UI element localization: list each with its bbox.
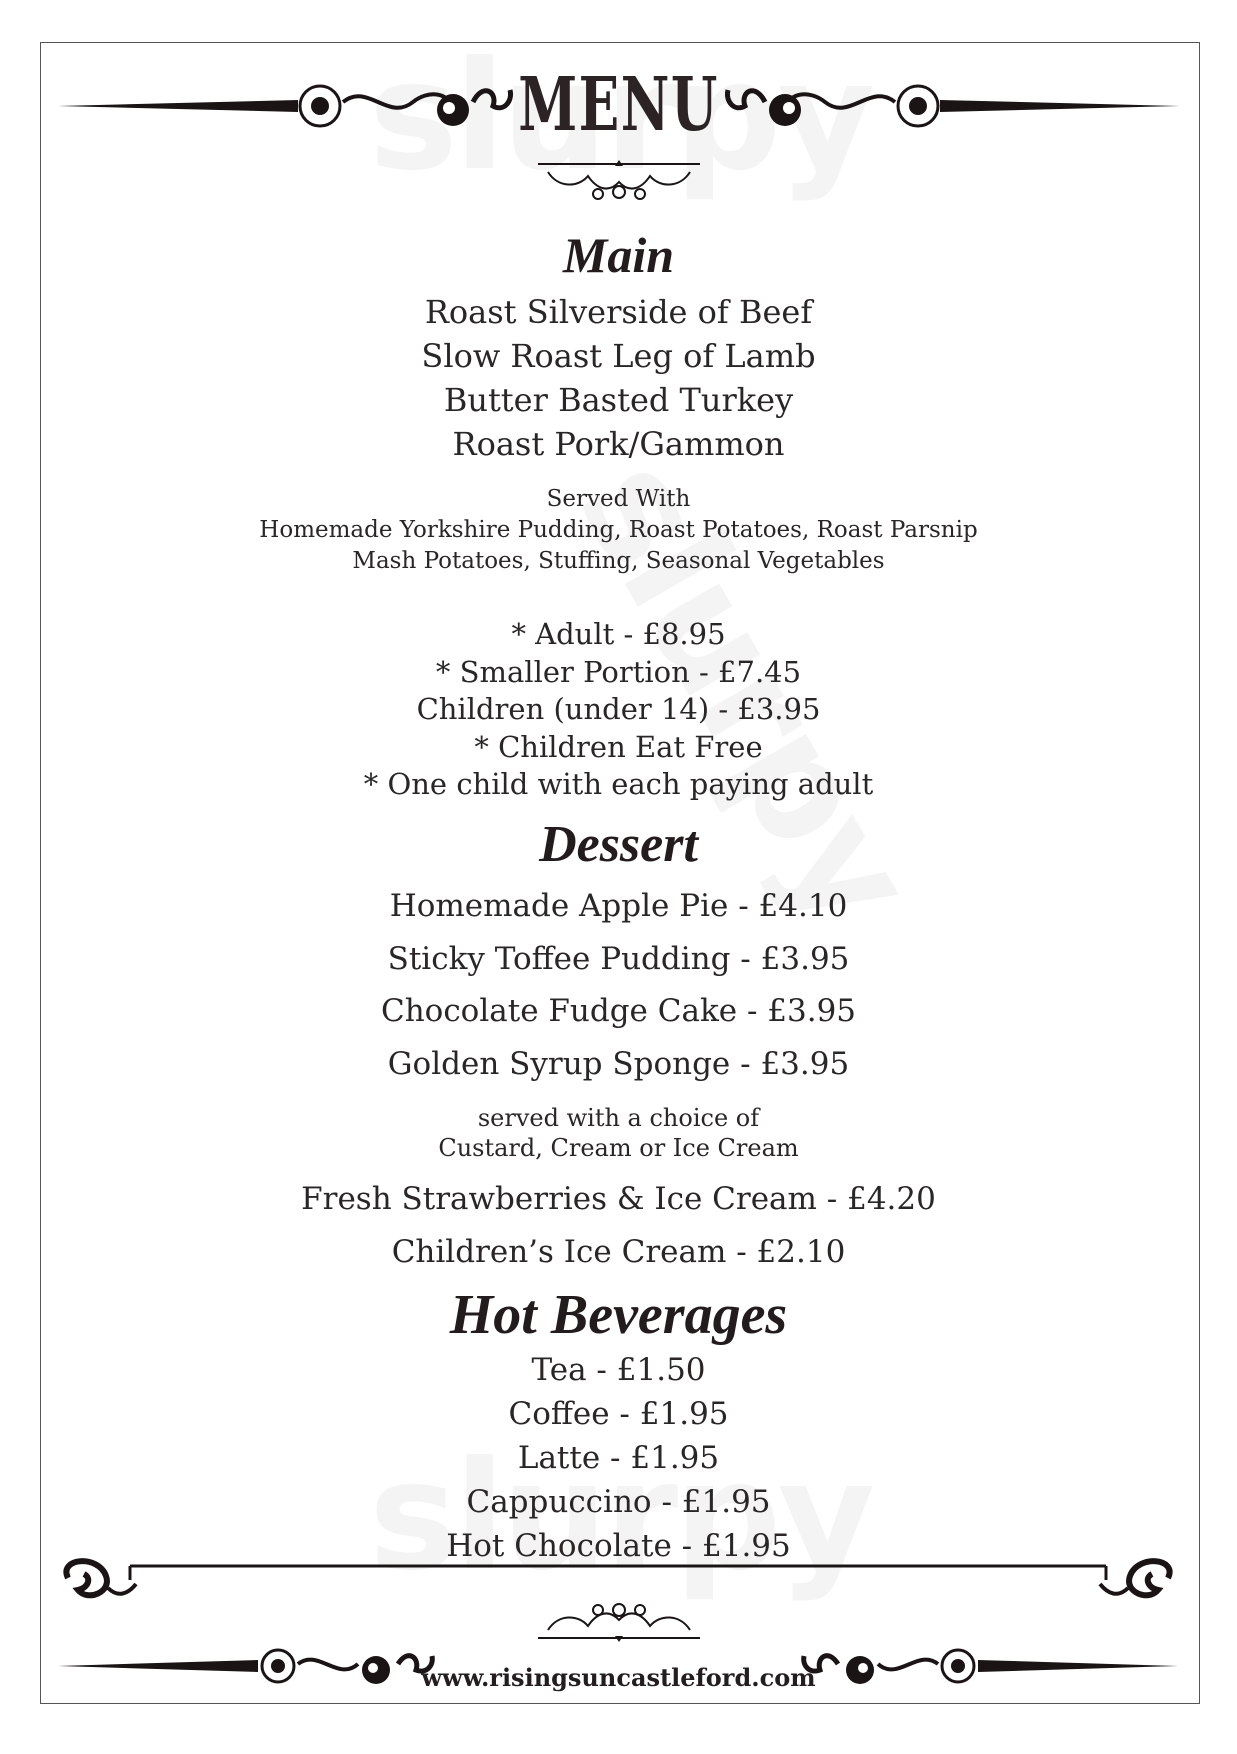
main-item: Butter Basted Turkey bbox=[443, 381, 794, 419]
dessert-accompaniment bbox=[0, 1103, 1237, 1163]
beverages-heading: Hot Beverages bbox=[449, 1284, 788, 1346]
price-line: * Adult - £8.95 bbox=[511, 617, 726, 651]
main-prices-list bbox=[0, 616, 1237, 804]
price-line: Children (under 14) - £3.95 bbox=[416, 692, 821, 726]
accompaniment-line: served with a choice of bbox=[477, 1104, 760, 1132]
served-with-block bbox=[0, 484, 1237, 577]
dessert-item: Golden Syrup Sponge - £3.95 bbox=[387, 1045, 850, 1082]
price-line: * Smaller Portion - £7.45 bbox=[435, 654, 802, 689]
website-url: www.risingsuncastleford.com bbox=[421, 1663, 816, 1692]
dessert-items-list bbox=[0, 880, 1237, 1090]
main-item: Roast Silverside of Beef bbox=[424, 293, 813, 331]
served-with-label: Served With bbox=[546, 486, 691, 512]
dessert-item: Sticky Toffee Pudding - £3.95 bbox=[387, 940, 850, 977]
beverage-item: Coffee - £1.95 bbox=[508, 1396, 729, 1432]
beverage-item: Latte - £1.95 bbox=[517, 1440, 720, 1476]
main-item: Roast Pork/Gammon bbox=[452, 425, 785, 463]
accompaniment-line: Custard, Cream or Ice Cream bbox=[438, 1134, 799, 1162]
price-line: * Children Eat Free bbox=[474, 729, 763, 764]
served-with-line: Mash Potatoes, Stuffing, Seasonal Vegetables bbox=[352, 548, 885, 574]
dessert-extra-item: Children’s Ice Cream - £2.10 bbox=[391, 1233, 846, 1270]
main-heading: Main bbox=[562, 227, 675, 283]
beverage-item: Cappuccino - £1.95 bbox=[466, 1484, 771, 1520]
beverage-item: Tea - £1.50 bbox=[531, 1352, 706, 1388]
menu-title: MENU bbox=[518, 62, 719, 148]
dessert-extras-list bbox=[0, 1173, 1237, 1278]
served-with-line: Homemade Yorkshire Pudding, Roast Potatoes, Roast Parsnip bbox=[259, 517, 978, 543]
dessert-item: Homemade Apple Pie - £4.10 bbox=[389, 888, 848, 924]
title-divider-icon bbox=[538, 158, 700, 206]
dessert-item: Chocolate Fudge Cake - £3.95 bbox=[380, 993, 857, 1029]
price-line: * One child with each paying adult bbox=[363, 767, 874, 801]
dessert-heading: Dessert bbox=[539, 816, 698, 873]
beverage-item: Hot Chocolate - £1.95 bbox=[446, 1528, 791, 1564]
main-item: Slow Roast Leg of Lamb bbox=[421, 337, 816, 375]
bottom-center-ornament-icon bbox=[538, 1596, 700, 1644]
beverages-list bbox=[0, 1348, 1237, 1568]
main-items-list bbox=[0, 290, 1237, 466]
dessert-extra-item: Fresh Strawberries & Ice Cream - £4.20 bbox=[301, 1181, 936, 1217]
